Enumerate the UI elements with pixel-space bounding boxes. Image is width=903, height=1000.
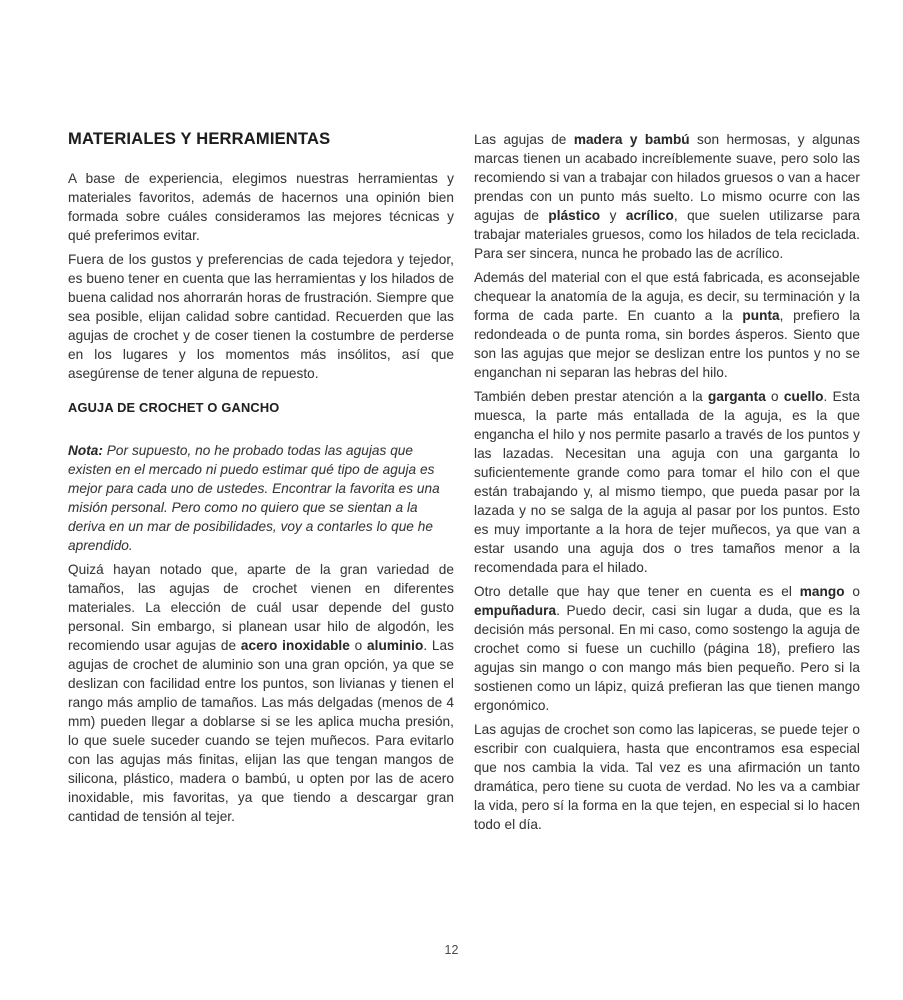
body-paragraph: Otro detalle que hay que tener en cuenta es el mango o empuñadura. Puedo decir, casi sin lugar a duda, que es la decisión más personal. En mi caso, como sostengo la aguja de crochet como si fuese un cuchillo (página 18), prefiero las agujas sin mango o con mango más bien pequeño. Pero si la sostienen como un lápiz, quizá prefieran las que tienen mango ergonómico. bbox=[474, 584, 860, 713]
body-paragraph: Quizá hayan notado que, aparte de la gran variedad de tamaños, las agujas de crochet vienen en diferentes materiales. La elección de cuál usar depende del gusto personal. Sin embargo, si planean usar hilo de algodón, les recomiendo usar agujas de acero inoxidable o aluminio. Las agujas de crochet de aluminio son una gran opción, ya que se deslizan con facilidad entre los puntos, son livianas y tienen el rango más amplio de tamaños. Las más delgadas (menos de 4 mm) pueden llegar a doblarse si se les aplica mucha presión, lo que suele suceder cuando se tejen muñecos. Para evitarlo con las agujas más finitas, elijan las que tengan mangos de silicona, plástico, madera o bambú, u opten por las de acero inoxidable, mis favoritas, ya que tiendo a descargar gran cantidad de tensión al tejer. bbox=[68, 561, 454, 824]
note-paragraph: Nota: Por supuesto, no he probado todas las agujas que existen en el mercado ni puedo estimar qué tipo de aguja es mejor para cada uno de ustedes. Encontrar la favorita es una misión personal. Pero como no quiero que se sientan a la deriva en un mar de posibilidades, voy a contarles lo que he aprendido. bbox=[68, 442, 440, 553]
right-column bbox=[474, 130, 860, 839]
body-paragraph: También deben prestar atención a la garganta o cuello. Esta muesca, la parte más entallada de la aguja, es la que engancha el hilo y nos permite pasarlo a través de los puntos y las lazadas. Necesitan una aguja con una garganta lo suficientemente grande como para tomar el hilo con el que están trabajando y, al mismo tiempo, que pueda pasar por la lazada y no se salga de la aguja al pasar por los puntos. Esto es muy importante a la hora de tejer muñecos, ya que van a estar usando una aguja dos o tres tamaños menor a la recomendada para el hilado. bbox=[474, 389, 860, 575]
page-content bbox=[68, 130, 860, 839]
body-paragraph: Las agujas de crochet son como las lapiceras, se puede tejer o escribir con cualquiera, hasta que encontramos esa especial que nos cambia la vida. Tal vez es una afirmación un tanto dramática, pero tiene su cuota de verdad. No les va a cambiar la vida, pero sí la forma en la que tejen, en especial si lo hacen todo el día. bbox=[474, 722, 860, 832]
page-title: MATERIALES Y HERRAMIENTAS bbox=[68, 130, 331, 148]
body-paragraph: Además del material con el que está fabricada, es aconsejable chequear la anatomía de la aguja, es decir, su terminación y la forma de cada parte. En cuanto a la punta, prefiero la redondeada o de punta roma, sin bordes ásperos. Siento que son las agujas que mejor se deslizan entre los puntos y no se enganchan ni separan las hebras del hilo. bbox=[474, 270, 861, 380]
section-heading: AGUJA DE CROCHET O GANCHO bbox=[68, 399, 280, 415]
body-paragraph: A base de experiencia, elegimos nuestras herramientas y materiales favoritos, además de hacernos una opinión bien formada sobre cuáles consideramos las mejores técnicas y qué preferimos evitar. bbox=[68, 170, 454, 243]
left-column bbox=[68, 130, 454, 839]
body-paragraph: Fuera de los gustos y preferencias de cada tejedora y tejedor, es bueno tener en cuenta que las herramientas y los hilados de buena calidad nos ahorrarán horas de frustración. Siempre que sea posible, elijan calidad sobre cantidad. Recuerden que las agujas de crochet y de coser tienen la costumbre de perderse en los lugares y los momentos más insólitos, así que asegúrense de tener alguna de repuesto. bbox=[68, 251, 454, 381]
page-number: 12 bbox=[444, 943, 459, 957]
body-paragraph: Las agujas de madera y bambú son hermosas, y algunas marcas tienen un acabado increíblemente suave, pero solo las recomiendo si van a trabajar con hilados gruesos o van a hacer prendas con un punto más suelto. Lo mismo ocurre con las agujas de plástico y acrílico, que suelen utilizarse para trabajar materiales gruesos, como los hilados de tela reciclada. Para ser sincera, nunca he probado las de acrílico. bbox=[474, 132, 861, 261]
